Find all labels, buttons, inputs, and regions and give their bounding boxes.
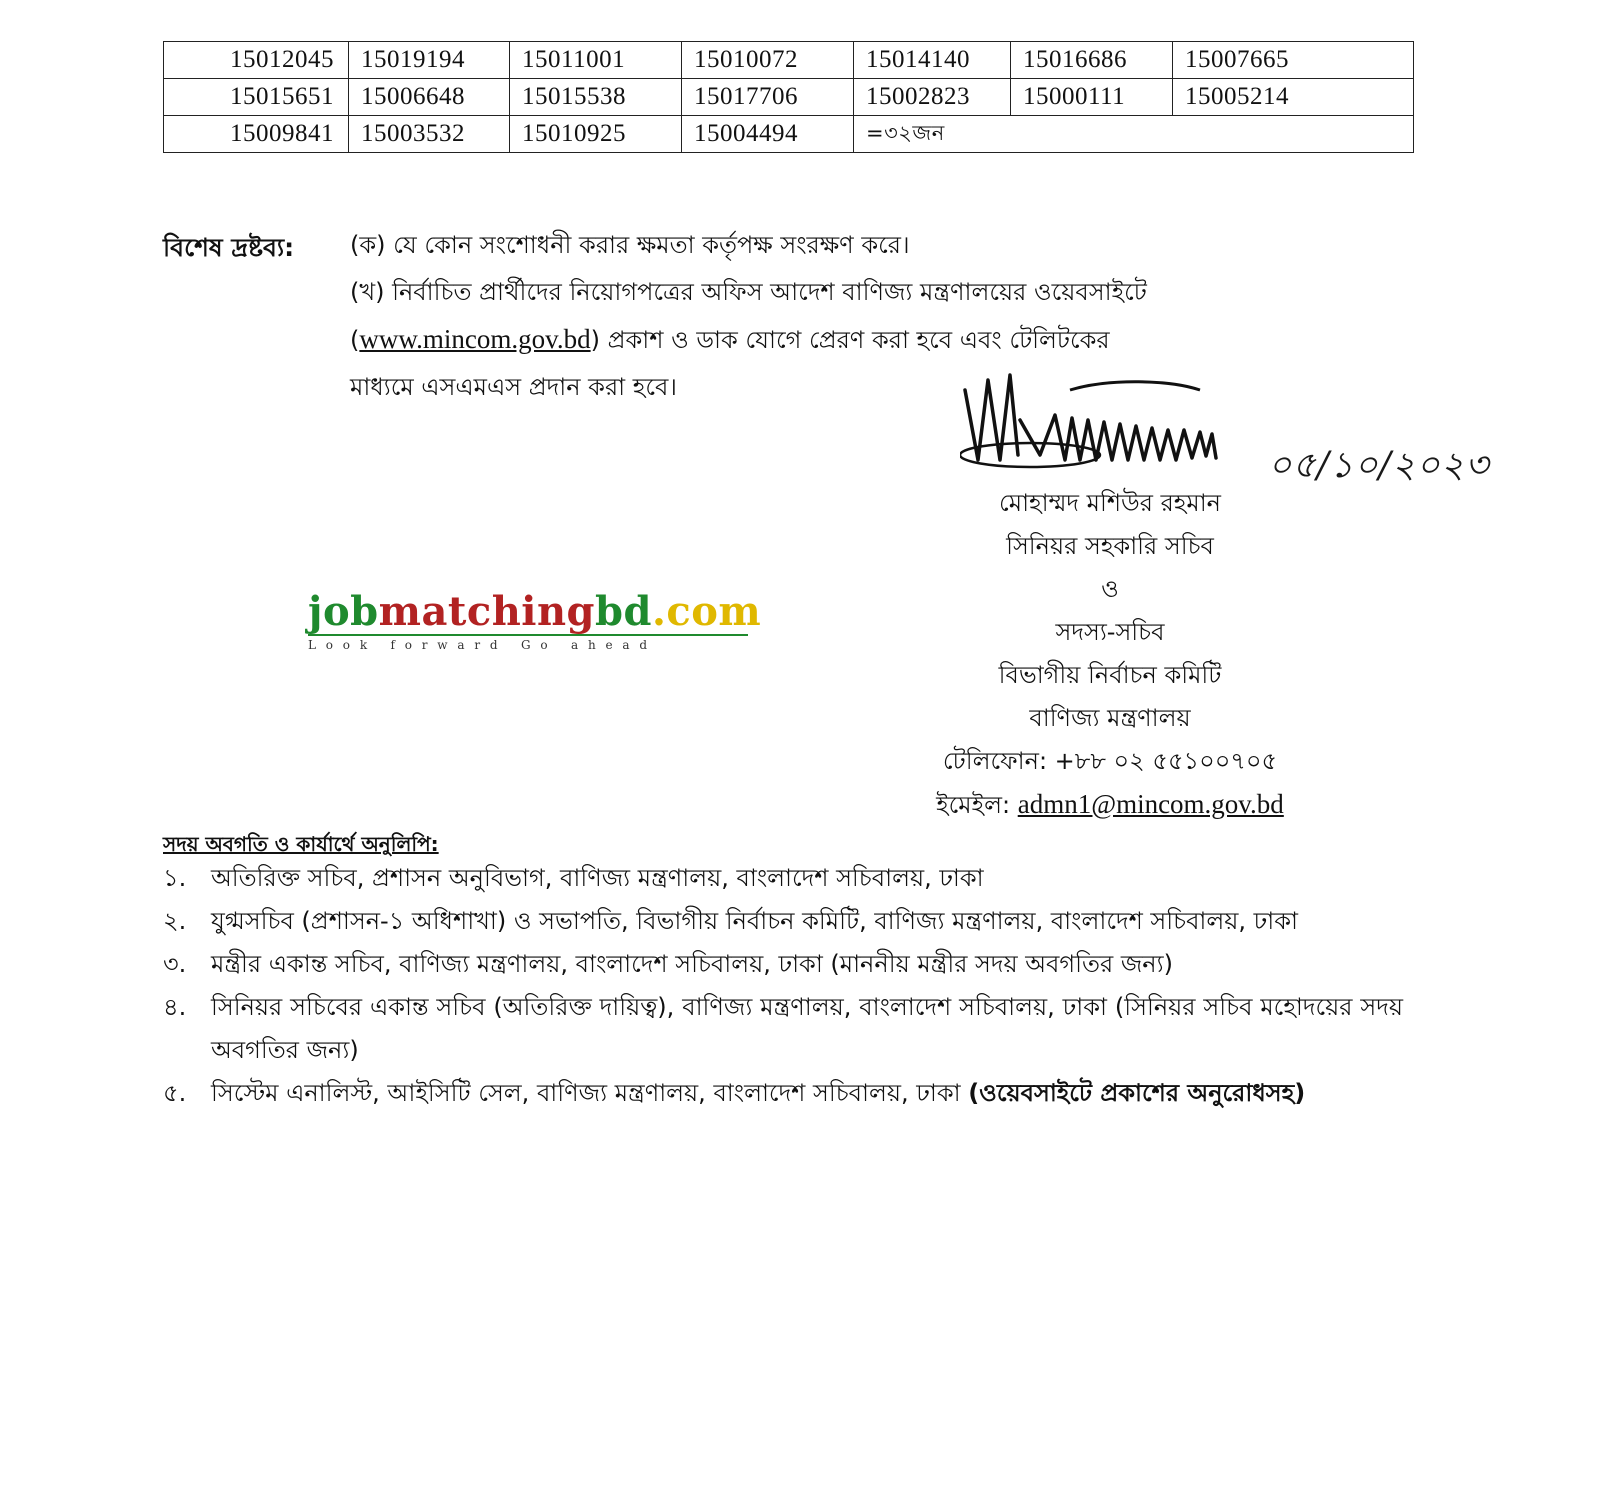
table-cell: 15011001 <box>510 42 682 79</box>
list-item-text: সিনিয়র সচিবের একান্ত সচিব (অতিরিক্ত দায়িত্ব), বাণিজ্য মন্ত্রণালয়, বাংলাদেশ সচিবালয়, ঢাকা (সিনিয়র সচিব মহোদয়ের সদয় অবগতির জন্য) <box>211 993 1403 1064</box>
roll-number-table <box>163 41 1414 153</box>
signatory-role: সদস্য-সচিব <box>1055 618 1165 646</box>
special-note-label: বিশেষ দ্রষ্টব্য: <box>163 233 295 262</box>
table-cell: 15015651 <box>164 79 349 116</box>
list-item-text: অতিরিক্ত সচিব, প্রশাসন অনুবিভাগ, বাণিজ্য মন্ত্রণালয়, বাংলাদেশ সচিবালয়, ঢাকা <box>211 864 984 892</box>
signatory-block <box>840 482 1380 827</box>
special-note <box>350 222 1400 411</box>
signatory-ministry: বাণিজ্য মন্ত্রণালয় <box>1029 704 1191 732</box>
table-cell: 15016686 <box>1011 42 1173 79</box>
table-cell: 15007665 <box>1173 42 1414 79</box>
signatory-conjunction: ও <box>1101 575 1119 603</box>
signatory-phone: টেলিফোন: +৮৮ ০২ ৫৫১০০৭০৫ <box>942 747 1278 775</box>
table-cell: 15010072 <box>682 42 854 79</box>
distribution-list <box>163 857 1403 1115</box>
list-item-text: যুগ্মসচিব (প্রশাসন-১ অধিশাখা) ও সভাপতি, বিভাগীয় নির্বাচন কমিটি, বাণিজ্য মন্ত্রণালয়, বাংলাদেশ সচিবালয়, ঢাকা <box>211 907 1298 935</box>
list-item-text: মন্ত্রীর একান্ত সচিব, বাণিজ্য মন্ত্রণালয়, বাংলাদেশ সচিবালয়, ঢাকা (মাননীয় মন্ত্রীর সদয় অবগতির জন্য) <box>211 950 1173 978</box>
list-item <box>163 857 1403 900</box>
signatory-designation: সিনিয়র সহকারি সচিব <box>1006 532 1214 560</box>
table-row <box>164 116 1414 153</box>
table-cell: 15015538 <box>510 79 682 116</box>
ministry-website-link[interactable]: www.mincom.gov.bd <box>359 324 591 354</box>
list-item-number: ৫. <box>163 1079 187 1107</box>
list-item-number: ৪. <box>163 993 187 1021</box>
table-cell: 15010925 <box>510 116 682 153</box>
paren-open: ( <box>350 326 360 354</box>
table-cell: 15003532 <box>349 116 510 153</box>
note-item-b-line3: মাধ্যমে এসএমএস প্রদান করা হবে। <box>350 373 677 401</box>
list-item-text-main: সিস্টেম এনালিস্ট, আইসিটি সেল, বাণিজ্য মন্ত্রণালয়, বাংলাদেশ সচিবালয়, ঢাকা <box>211 1079 969 1107</box>
distribution-heading: সদয় অবগতি ও কার্যার্থে অনুলিপি: <box>163 832 439 856</box>
table-row <box>164 79 1414 116</box>
list-item-number: ২. <box>163 907 187 935</box>
watermark-tagline: Look forward Go ahead <box>308 634 748 652</box>
signatory-name: মোহাম্মদ মশিউর রহমান <box>999 489 1221 517</box>
table-cell: 15004494 <box>682 116 854 153</box>
list-item <box>163 986 1403 1072</box>
watermark-title <box>308 590 768 634</box>
email-link[interactable]: admn1@mincom.gov.bd <box>1017 789 1284 819</box>
list-item-text <box>211 1072 1403 1115</box>
watermark-logo <box>308 590 768 652</box>
table-cell: 15005214 <box>1173 79 1414 116</box>
table-cell: 15006648 <box>349 79 510 116</box>
table-row <box>164 42 1414 79</box>
table-cell: 15002823 <box>854 79 1011 116</box>
watermark-part: .com <box>651 588 762 635</box>
note-item-b-line1: (খ) নির্বাচিত প্রার্থীদের নিয়োগপত্রের অফিস আদেশ বাণিজ্য মন্ত্রণালয়ের ওয়েবসাইটে <box>350 278 1147 306</box>
table-cell: 15009841 <box>164 116 349 153</box>
table-cell: 15012045 <box>164 42 349 79</box>
table-cell: 15017706 <box>682 79 854 116</box>
list-item <box>163 943 1403 986</box>
table-cell: 15019194 <box>349 42 510 79</box>
table-cell: 15014140 <box>854 42 1011 79</box>
list-item-number: ১. <box>163 864 187 892</box>
total-count-cell: =৩২জন <box>854 116 1414 153</box>
list-item-number: ৩. <box>163 950 187 978</box>
list-item <box>163 1072 1403 1115</box>
note-item-a: (ক) যে কোন সংশোধনী করার ক্ষমতা কর্তৃপক্ষ সংরক্ষণ করে। <box>350 231 910 259</box>
watermark-part: matching <box>378 588 596 635</box>
note-item-b-line2 <box>350 316 1400 364</box>
signatory-email-line <box>840 783 1380 827</box>
handwritten-signature <box>960 360 1240 480</box>
table-cell: 15000111 <box>1011 79 1173 116</box>
list-item <box>163 900 1403 943</box>
signatory-committee: বিভাগীয় নির্বাচন কমিটি <box>998 661 1222 689</box>
signature-date: ০৫/১০/২০২৩ <box>1268 445 1490 486</box>
watermark-part: job <box>308 588 379 635</box>
list-item-emphasis: (ওয়েবসাইটে প্রকাশের অনুরোধসহ) <box>968 1079 1306 1107</box>
note-item-b-rest: ) প্রকাশ ও ডাক যোগে প্রেরণ করা হবে এবং টেলিটকের <box>590 326 1110 354</box>
watermark-part: bd <box>595 588 652 635</box>
email-label: ইমেইল: <box>936 791 1018 819</box>
